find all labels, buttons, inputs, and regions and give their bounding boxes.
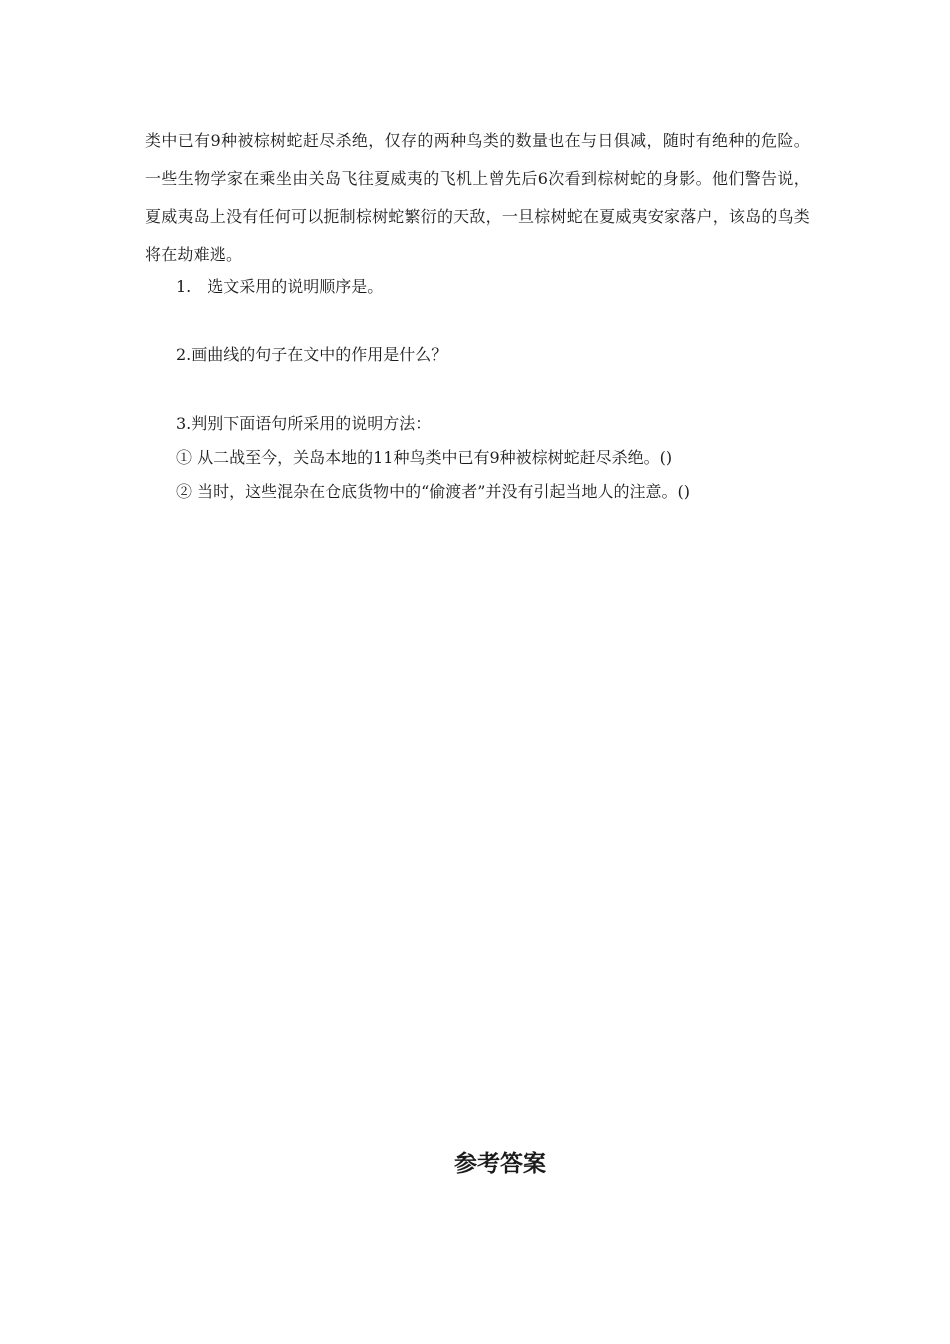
passage-paragraph: 类中已有9种被棕树蛇赶尽杀绝，仅存的两种鸟类的数量也在与日俱减，随时有绝种的危险。一些生物学家在乘坐由关岛飞往夏威夷的飞机上曾先后6次看到棕树蛇的身影。他们警告说，夏威夷岛上没有任何可以扼制棕树蛇繁衍的天敌，一旦棕树蛇在夏威夷安家落户，该岛的鸟类将在劫难逃。 <box>145 131 810 264</box>
question-2: 2.画曲线的句子在文中的作用是什么？ <box>176 345 448 364</box>
question-1: 1. 选文采用的说明顺序是。 <box>176 277 384 296</box>
question-3-item-1: ① 从二战至今，关岛本地的11种鸟类中已有9种被棕树蛇赶尽杀绝。() <box>176 448 673 467</box>
question-3: 3.判别下面语句所采用的说明方法： <box>176 414 432 433</box>
question-3-item-2: ② 当时，这些混杂在仓底货物中的“偷渡者”并没有引起当地人的注意。() <box>176 482 690 501</box>
answer-section-title: 参考答案 <box>454 1151 546 1177</box>
